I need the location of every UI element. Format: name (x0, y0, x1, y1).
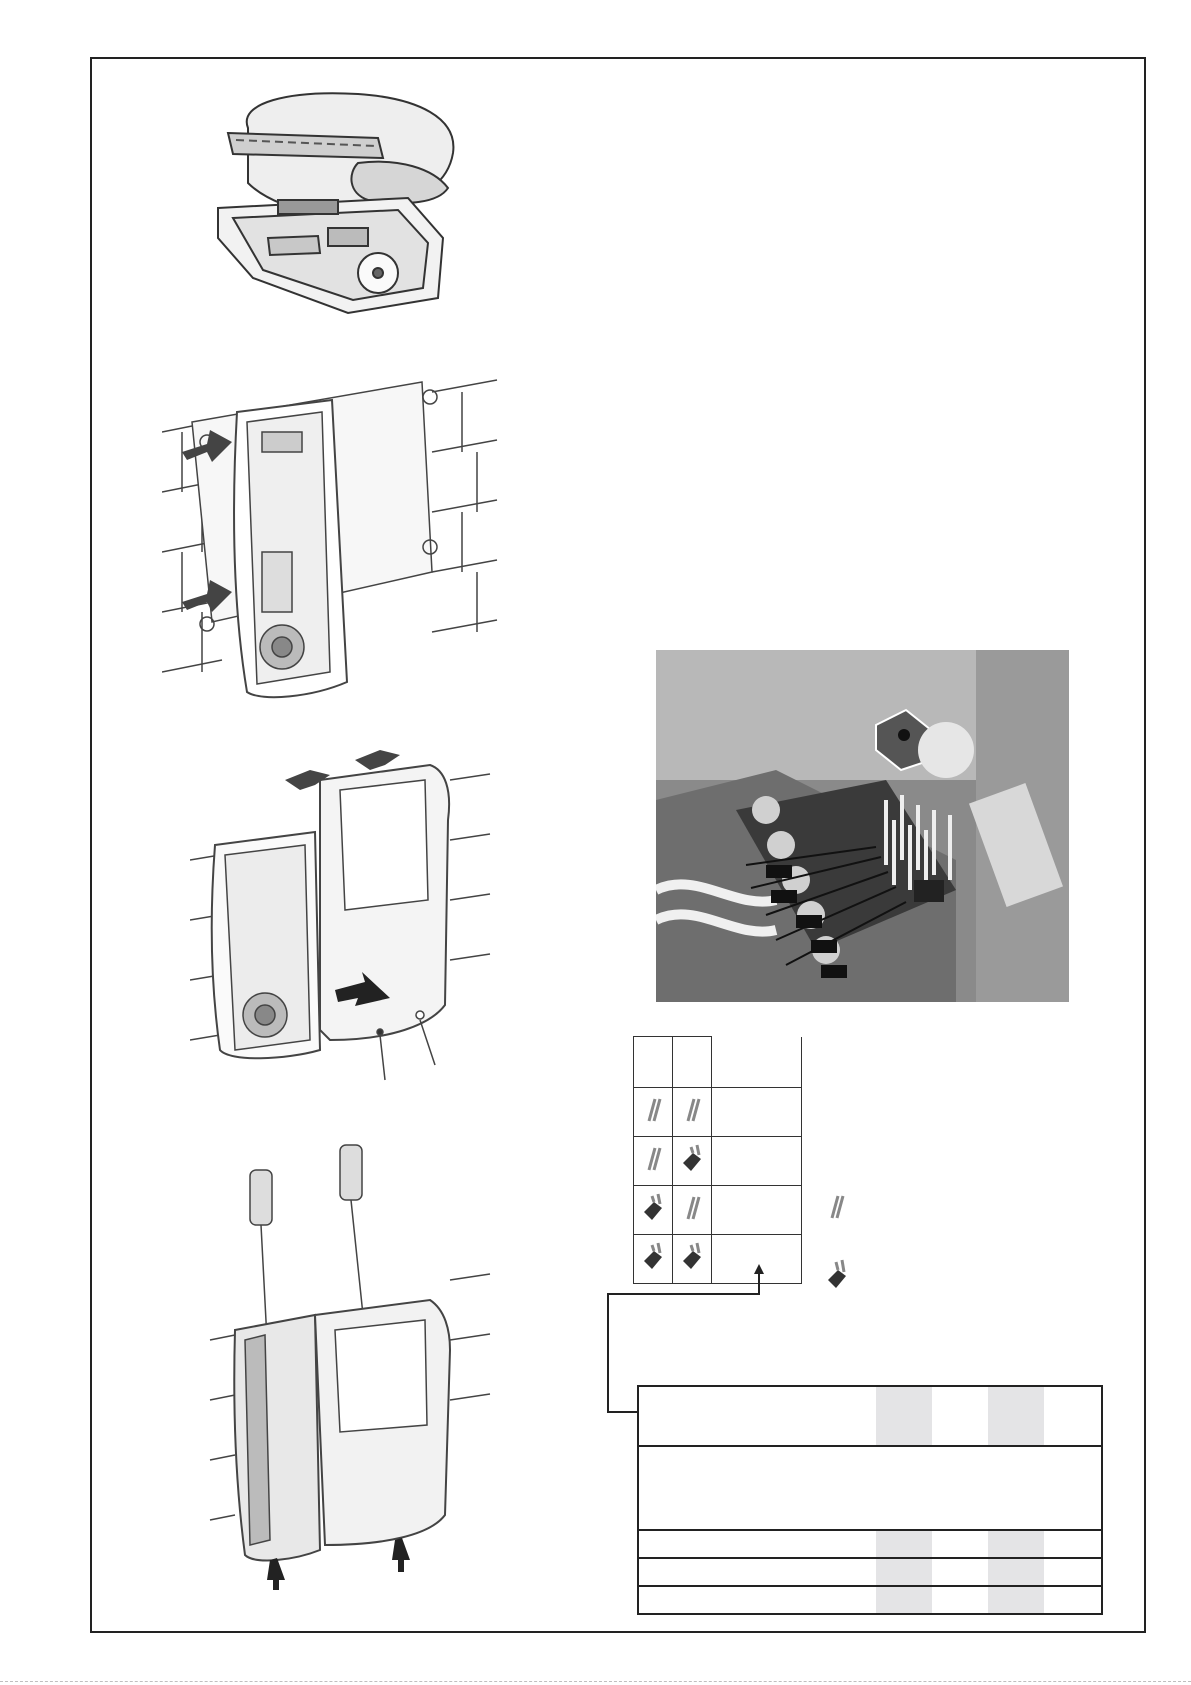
screwdriver-illustration (205, 1140, 495, 1605)
jumper-open-icon (643, 1095, 663, 1125)
specification-table (637, 1385, 1103, 1615)
jumper-open-icon (682, 1193, 702, 1223)
photo-label-5 (821, 965, 847, 978)
crop-line (0, 1681, 1191, 1682)
photo-label-3 (796, 915, 822, 928)
jumper-configuration-table (633, 1036, 804, 1284)
jumper-closed-icon (679, 1143, 705, 1175)
photo-label-2 (771, 890, 797, 903)
wall-mount-illustration (162, 352, 502, 722)
photo-label-1 (766, 865, 792, 878)
jumper-photo (656, 650, 1069, 1002)
jumper-closed-icon (828, 1260, 846, 1288)
handset-open-illustration (208, 88, 470, 323)
video-module-illustration (190, 750, 495, 1090)
jumper-open-icon (832, 1196, 843, 1218)
jumper-closed-icon (640, 1192, 666, 1224)
jumper-open-icon (643, 1144, 663, 1174)
photo-label-4 (811, 940, 837, 953)
jumper-legend (822, 1188, 882, 1298)
jumper-open-icon (682, 1095, 702, 1125)
